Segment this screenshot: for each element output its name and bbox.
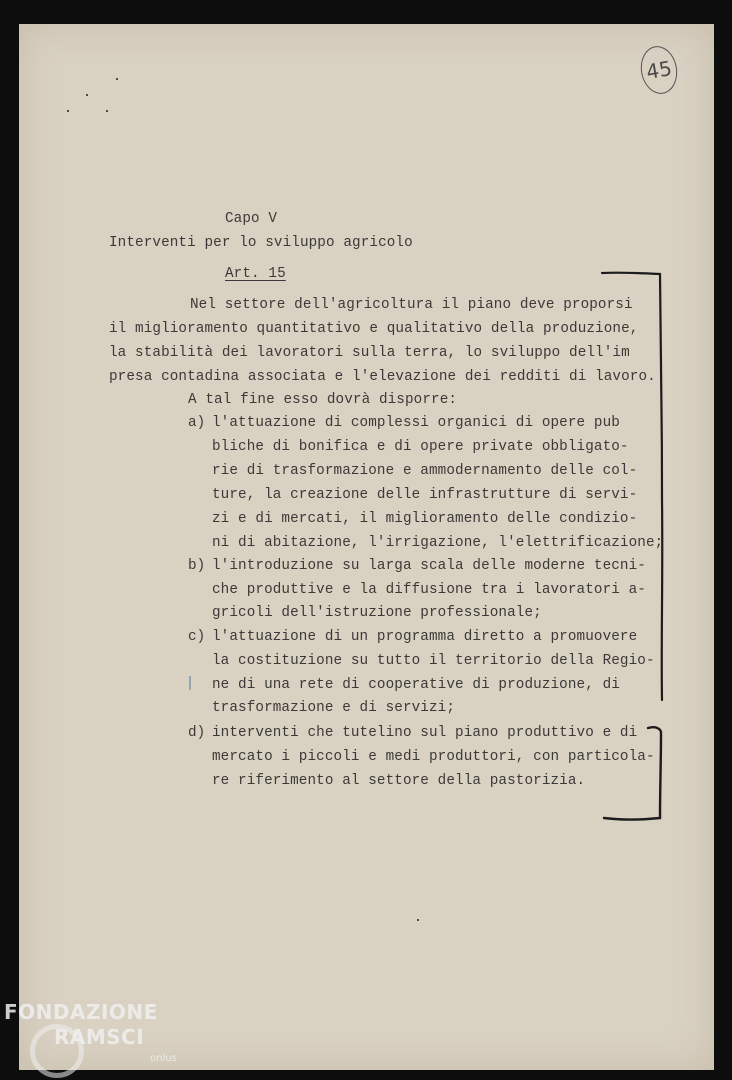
item-a-line: bliche di bonifica e di opere private obbligato- bbox=[212, 439, 629, 455]
watermark-line: FONDAZIONE bbox=[4, 1000, 158, 1024]
chapter-subtitle: Interventi per lo sviluppo agricolo bbox=[109, 235, 413, 251]
item-a-line: ni di abitazione, l'irrigazione, l'elettrificazione; bbox=[212, 535, 664, 551]
item-b-line: che produttive e la diffusione tra i lavoratori a- bbox=[212, 582, 646, 598]
intro-line: A tal fine esso dovrà disporre: bbox=[188, 392, 458, 408]
item-c-line: la costituzione su tutto il territorio della Regio- bbox=[212, 653, 655, 669]
item-marker: c) bbox=[188, 629, 206, 645]
chapter-heading: Capo V bbox=[225, 211, 278, 227]
intro-line: la stabilità dei lavoratori sulla terra, lo sviluppo dell'im bbox=[109, 345, 630, 361]
item-b-line: gricoli dell'istruzione professionale; bbox=[212, 605, 542, 621]
item-c-line: trasformazione e di servizi; bbox=[212, 700, 456, 716]
intro-line: Nel settore dell'agricoltura il piano deve proporsi bbox=[190, 297, 633, 313]
item-c-line: ne di una rete di cooperative di produzione, di bbox=[212, 677, 620, 693]
item-marker: a) bbox=[188, 415, 206, 431]
item-b-line: l'introduzione su larga scala delle moderne tecni- bbox=[212, 558, 646, 574]
item-a-line: zi e di mercati, il miglioramento delle condizio- bbox=[212, 511, 638, 527]
page-number: 45 bbox=[644, 55, 674, 85]
item-a-line: rie di trasformazione e ammodernamento delle col- bbox=[212, 463, 638, 479]
item-marker: d) bbox=[188, 725, 206, 741]
intro-line: il miglioramento quantitativo e qualitativo della produzione, bbox=[109, 321, 639, 337]
fondazione-gramsci-watermark bbox=[4, 998, 204, 1078]
article-heading: Art. 15 bbox=[225, 266, 286, 282]
item-a-line: ture, la creazione delle infrastrutture di servi- bbox=[212, 487, 638, 503]
item-marker: b) bbox=[188, 558, 206, 574]
item-d-line: interventi che tutelino sul piano produttivo e di bbox=[212, 725, 638, 741]
intro-line: presa contadina associata e l'elevazione dei redditi di lavoro. bbox=[109, 369, 656, 385]
watermark-line: onlus bbox=[150, 1053, 177, 1064]
watermark-line: RAMSCI bbox=[54, 1025, 145, 1049]
item-d-line: re riferimento al settore della pastorizia. bbox=[212, 773, 586, 789]
item-a-line: l'attuazione di complessi organici di opere pub bbox=[212, 415, 620, 431]
item-d-line: mercato i piccoli e medi produttori, con particola- bbox=[212, 749, 655, 765]
item-c-line: l'attuazione di un programma diretto a promuovere bbox=[212, 629, 638, 645]
